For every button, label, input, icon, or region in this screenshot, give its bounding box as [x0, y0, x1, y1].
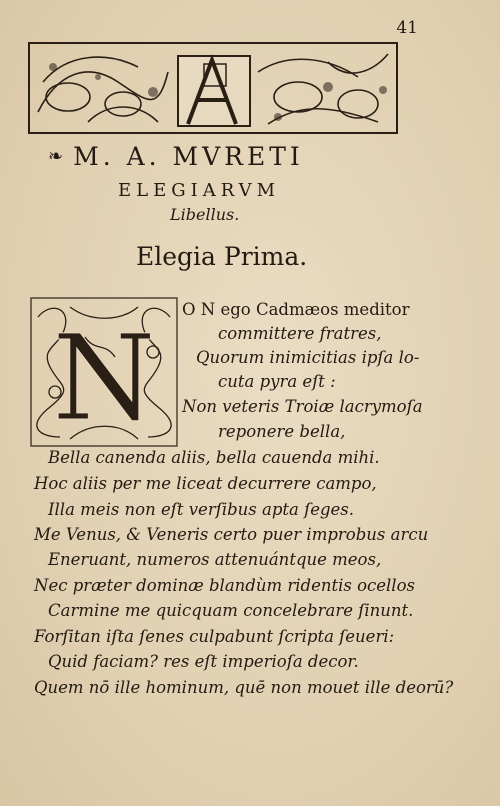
verse-line: Illa meis non eſt verſibus apta ſeges.	[48, 500, 355, 519]
verse-line: Non veteris Troiæ lacrymoſa	[182, 397, 423, 416]
fleuron-ornament: ❧	[48, 146, 68, 167]
work-title: ELEGIARVM	[118, 180, 281, 201]
verse-line: Eneruant, numeros attenuántque meos,	[48, 550, 382, 569]
verse-line: Forſitan iſta ſenes culpabunt ſcripta ſeueri:	[34, 627, 395, 646]
decorated-initial	[30, 297, 178, 447]
work-subtitle: Libellus.	[170, 205, 240, 224]
verse-line: Quem nō ille hominum, quē non mouet ille deorū?	[34, 678, 454, 697]
verse-line: Carmine me quicquam concelebrare ſinunt.	[48, 601, 414, 620]
verse-line: Me Venus, & Veneris certo puer improbus arcu	[34, 525, 429, 544]
verse-line: Quid faciam? res eſt imperioſa decor.	[48, 652, 359, 671]
author-name: M. A. MVRETI	[73, 142, 304, 171]
author-heading	[48, 142, 304, 171]
initial-letter: N	[52, 309, 156, 447]
verse-line: Quorum inimicitias ipſa lo-	[196, 348, 420, 367]
verse-line: Nec præter dominæ blandùm ridentis ocellos	[34, 576, 415, 595]
verse-line: Hoc aliis per me liceat decurrere campo,	[34, 474, 377, 493]
verse-line: Bella canenda aliis, bella cauenda mihi.	[48, 448, 380, 467]
verse-line: cuta pyra eſt :	[218, 372, 336, 391]
section-title: Elegia Prima.	[136, 242, 308, 271]
verse-line: reponere bella,	[218, 422, 346, 441]
verse-line: committere fratres,	[218, 324, 382, 343]
woodcut-headpiece	[28, 42, 398, 134]
page-number: 41	[396, 18, 418, 38]
verse-line: O N ego Cadmæos meditor	[182, 300, 410, 319]
